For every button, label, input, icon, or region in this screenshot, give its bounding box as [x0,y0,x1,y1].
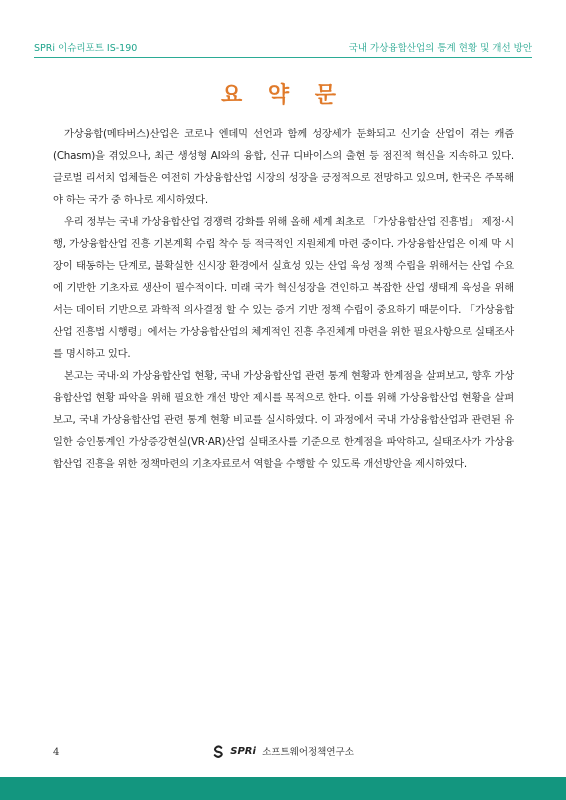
report-title-label: 국내 가상융합산업의 통계 현황 및 개선 방안 [348,43,532,54]
organization-name: 소프트웨어정책연구소 [262,747,354,758]
logo-wordmark: SPRi [230,745,256,757]
footer-bar [0,777,566,800]
page-header [34,37,532,58]
report-series-label: SPRi 이슈리포트 IS-190 [34,43,138,54]
summary-body [53,123,514,475]
summary-paragraph-3: 본고는 국내·외 가상융합산업 현황, 국내 가상융합산업 관련 통계 현황과 한계점을 살펴보고, 향후 가상융합산업 현황 파악을 위해 필요한 개선 방안 제시를 목적으로 한다. 이를 위해 가상융합산업 현황을 살펴보고, 국내 가상융합산업 관련 통계 현황 비교를 실시하였다. 이 과정에서 국내 가상융합산업과 관련된 유일한 승인통계인 가상증강현실(VR·AR)산업 실태조사를 기준으로 한계점을 파악하고, 실태조사가 가상융합산업 진흥을 위한 정책마련의 기초자료로서 역할을 수행할 수 있도록 개선방안을 제시하였다. [53,370,514,470]
spri-logo-icon [212,745,225,758]
footer-logo [0,744,566,758]
page-title: 요 약 문 [220,83,346,108]
summary-paragraph-1: 가상융합(메타버스)산업은 코로나 엔데믹 선언과 함께 성장세가 둔화되고 신기술 산업이 겪는 캐즘(Chasm)을 겪었으나, 최근 생성형 AI와의 융합, 신규 디바이스의 출현 등 점진적 혁신을 지속하고 있다. 글로벌 리서치 업체들은 여전히 가상융합산업 시장의 성장을 긍정적으로 전망하고 있으며, 한국은 주목해야 하는 국가 중 하나로 제시하였다. [53,128,514,206]
page-number: 4 [53,747,60,758]
summary-paragraph-2: 우리 정부는 국내 가상융합산업 경쟁력 강화를 위해 올해 세계 최초로 「가상융합산업 진흥법」 제정·시행, 가상융합산업 진흥 기본계획 수립 착수 등 적극적인 지원체계 마련 중이다. 가상융합산업은 이제 막 시장이 태동하는 단계로, 불확실한 신시장 환경에서 실효성 있는 산업 육성 정책 수립을 위해서는 산업 수요에 기반한 기초자료 생산이 필수적이다. 미래 국가 혁신성장을 견인하고 복잡한 산업 생태계 육성을 위해서는 데이터 기반으로 과학적 의사결정 할 수 있는 증거 기반 정책 수립이 중요하기 때문이다. 「가상융합산업 진흥법 시행령」에서는 가상융합산업의 체계적인 진흥 추진체계 마련을 위한 필요사항으로 실태조사를 명시하고 있다. [53,216,515,360]
